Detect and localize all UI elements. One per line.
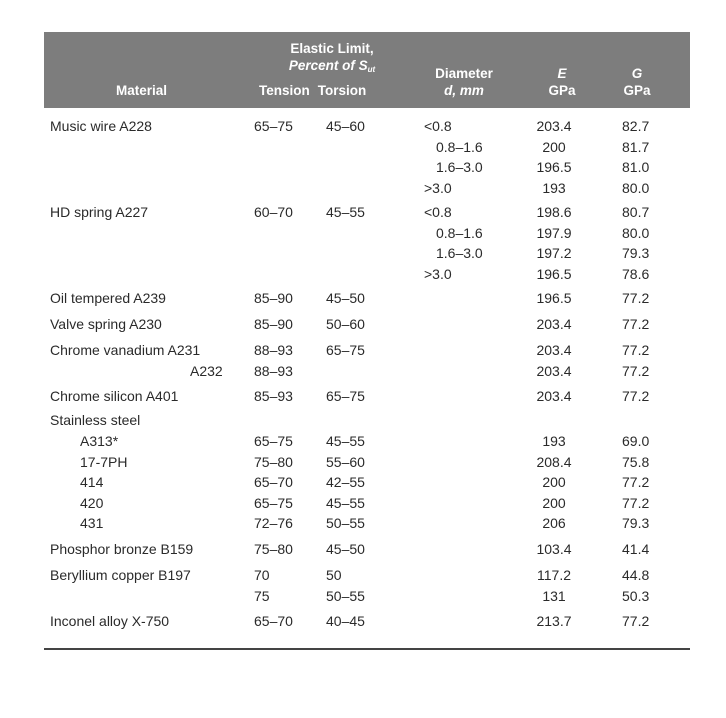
cell-modulus-g: 82.7 (622, 118, 650, 134)
cell-torsion: 45–55 (326, 433, 365, 449)
cell-material: Phosphor bronze B159 (50, 541, 194, 557)
header-elastic-sub: ut (367, 65, 376, 74)
cell-diameter: >3.0 (424, 265, 452, 282)
cell-material: Oil tempered A239 (50, 290, 166, 306)
cell-modulus-g: 77.2 (622, 362, 650, 379)
cell-diameter: 1.6–3.0 (436, 159, 483, 175)
cell-tension: 65–75 (254, 118, 293, 134)
cell-tension: 88–93 (254, 362, 293, 379)
header-torsion: Torsion (317, 83, 367, 98)
header-elastic-line2 (262, 57, 402, 78)
cell-torsion: 45–50 (326, 541, 365, 557)
cell-modulus-g: 77.2 (622, 342, 650, 358)
cell-modulus-e: 198.6 (536, 204, 572, 220)
cell-torsion: 65–75 (326, 342, 365, 358)
cell-torsion: 40–45 (326, 613, 365, 629)
cell-modulus-g: 78.6 (622, 265, 650, 282)
cell-tension: 75 (254, 587, 270, 604)
cell-material: Music wire A228 (50, 118, 152, 134)
cell-tension: 65–70 (254, 474, 293, 490)
spring-materials-table (44, 32, 690, 648)
cell-material: Stainless steel (50, 412, 141, 428)
cell-tension: 75–80 (254, 453, 293, 470)
cell-material: 431 (80, 515, 104, 531)
cell-material: Inconel alloy X-750 (50, 613, 170, 629)
cell-torsion: 45–50 (326, 290, 365, 306)
cell-modulus-g: 77.2 (622, 613, 650, 629)
cell-tension: 60–70 (254, 204, 293, 220)
cell-torsion: 50–55 (326, 587, 365, 604)
cell-torsion: 55–60 (326, 453, 365, 470)
header-tension-torsion (259, 82, 366, 99)
header-material: Material (116, 83, 168, 98)
header-diameter (424, 65, 504, 99)
cell-modulus-e: 200 (542, 494, 566, 511)
cell-tension: 85–93 (254, 388, 293, 404)
cell-modulus-e: 117.2 (537, 567, 571, 583)
header-e-line1 (532, 65, 592, 82)
cell-torsion: 42–55 (326, 474, 365, 490)
header-e-symbol: E (557, 66, 567, 81)
cell-torsion: 65–75 (326, 388, 365, 404)
cell-material: Chrome silicon A401 (50, 388, 179, 404)
cell-modulus-g: 80.7 (622, 204, 650, 220)
header-diameter-line2 (424, 82, 504, 99)
cell-diameter: 0.8–1.6 (436, 138, 483, 155)
cell-modulus-g: 41.4 (622, 541, 650, 557)
cell-modulus-g: 81.7 (622, 138, 650, 155)
header-diameter-unit: d, mm (444, 83, 484, 98)
cell-modulus-g: 81.0 (622, 159, 650, 175)
cell-tension: 72–76 (254, 515, 293, 531)
cell-torsion: 45–55 (326, 494, 365, 511)
cell-modulus-e: 131 (542, 587, 566, 604)
cell-modulus-e: 197.2 (536, 245, 572, 261)
cell-torsion: 50–55 (326, 515, 365, 531)
cell-modulus-g: 77.2 (622, 290, 650, 306)
cell-diameter: 1.6–3.0 (436, 245, 483, 261)
cell-torsion: 45–55 (326, 204, 365, 220)
cell-modulus-e: 203.4 (536, 362, 572, 379)
header-g-symbol: G (631, 66, 643, 81)
cell-torsion: 45–60 (326, 118, 365, 134)
bottom-rule (44, 648, 690, 650)
header-elastic-line2-text: Percent of S (288, 58, 368, 73)
cell-modulus-e: 193 (542, 179, 566, 196)
header-e-line2: GPa (548, 83, 576, 98)
cell-modulus-e: 196.5 (536, 265, 572, 282)
cell-material: A313* (80, 433, 119, 449)
header-tension: Tension (259, 83, 310, 98)
header-e (532, 65, 592, 99)
cell-modulus-g: 77.2 (622, 474, 650, 490)
cell-modulus-e: 200 (542, 138, 566, 155)
cell-modulus-g: 69.0 (622, 433, 650, 449)
header-g (612, 65, 662, 99)
cell-material: A232 (190, 362, 223, 379)
cell-material: Valve spring A230 (50, 316, 162, 332)
cell-material: 17-7PH (80, 453, 128, 470)
header-diameter-line1: Diameter (435, 66, 493, 81)
cell-modulus-g: 75.8 (622, 453, 650, 470)
cell-tension: 75–80 (254, 541, 293, 557)
cell-diameter: >3.0 (424, 179, 452, 196)
cell-modulus-g: 50.3 (622, 587, 650, 604)
cell-material: 420 (80, 494, 104, 511)
cell-modulus-e: 213.7 (536, 613, 572, 629)
cell-modulus-e: 206 (542, 515, 566, 531)
cell-modulus-g: 80.0 (622, 224, 650, 241)
cell-tension: 65–70 (254, 613, 293, 629)
table-header (44, 32, 690, 108)
cell-modulus-g: 77.2 (622, 316, 650, 332)
header-elastic-line1: Elastic Limit, (290, 41, 374, 56)
cell-modulus-e: 196.5 (536, 290, 572, 306)
cell-modulus-e: 208.4 (536, 453, 572, 470)
cell-modulus-g: 79.3 (622, 245, 650, 261)
cell-torsion: 50–60 (326, 316, 365, 332)
cell-modulus-g: 44.8 (622, 567, 650, 583)
cell-modulus-g: 77.2 (622, 388, 650, 404)
cell-torsion: 50 (326, 567, 342, 583)
cell-modulus-e: 196.5 (536, 159, 572, 175)
cell-diameter: <0.8 (424, 118, 452, 134)
cell-modulus-e: 197.9 (536, 224, 572, 241)
cell-modulus-e: 203.4 (536, 342, 572, 358)
cell-modulus-e: 203.4 (536, 388, 572, 404)
cell-tension: 70 (254, 567, 270, 583)
cell-modulus-g: 79.3 (622, 515, 650, 531)
cell-modulus-g: 77.2 (622, 494, 650, 511)
cell-diameter: 0.8–1.6 (436, 224, 483, 241)
cell-diameter: <0.8 (424, 204, 452, 220)
header-elastic-limit (262, 40, 402, 78)
cell-modulus-e: 203.4 (536, 316, 572, 332)
header-g-line2: GPa (623, 83, 651, 98)
cell-tension: 65–75 (254, 433, 293, 449)
header-g-line1 (612, 65, 662, 82)
cell-modulus-g: 80.0 (622, 179, 650, 196)
cell-material: 414 (80, 474, 104, 490)
cell-tension: 88–93 (254, 342, 293, 358)
cell-tension: 85–90 (254, 290, 293, 306)
cell-material: HD spring A227 (50, 204, 149, 220)
cell-modulus-e: 203.4 (536, 118, 572, 134)
cell-material: Beryllium copper B197 (50, 567, 191, 583)
cell-tension: 65–75 (254, 494, 293, 511)
cell-modulus-e: 193 (542, 433, 566, 449)
cell-material: Chrome vanadium A231 (50, 342, 201, 358)
cell-modulus-e: 200 (542, 474, 566, 490)
cell-tension: 85–90 (254, 316, 293, 332)
table-body (44, 108, 690, 648)
cell-modulus-e: 103.4 (536, 541, 572, 557)
